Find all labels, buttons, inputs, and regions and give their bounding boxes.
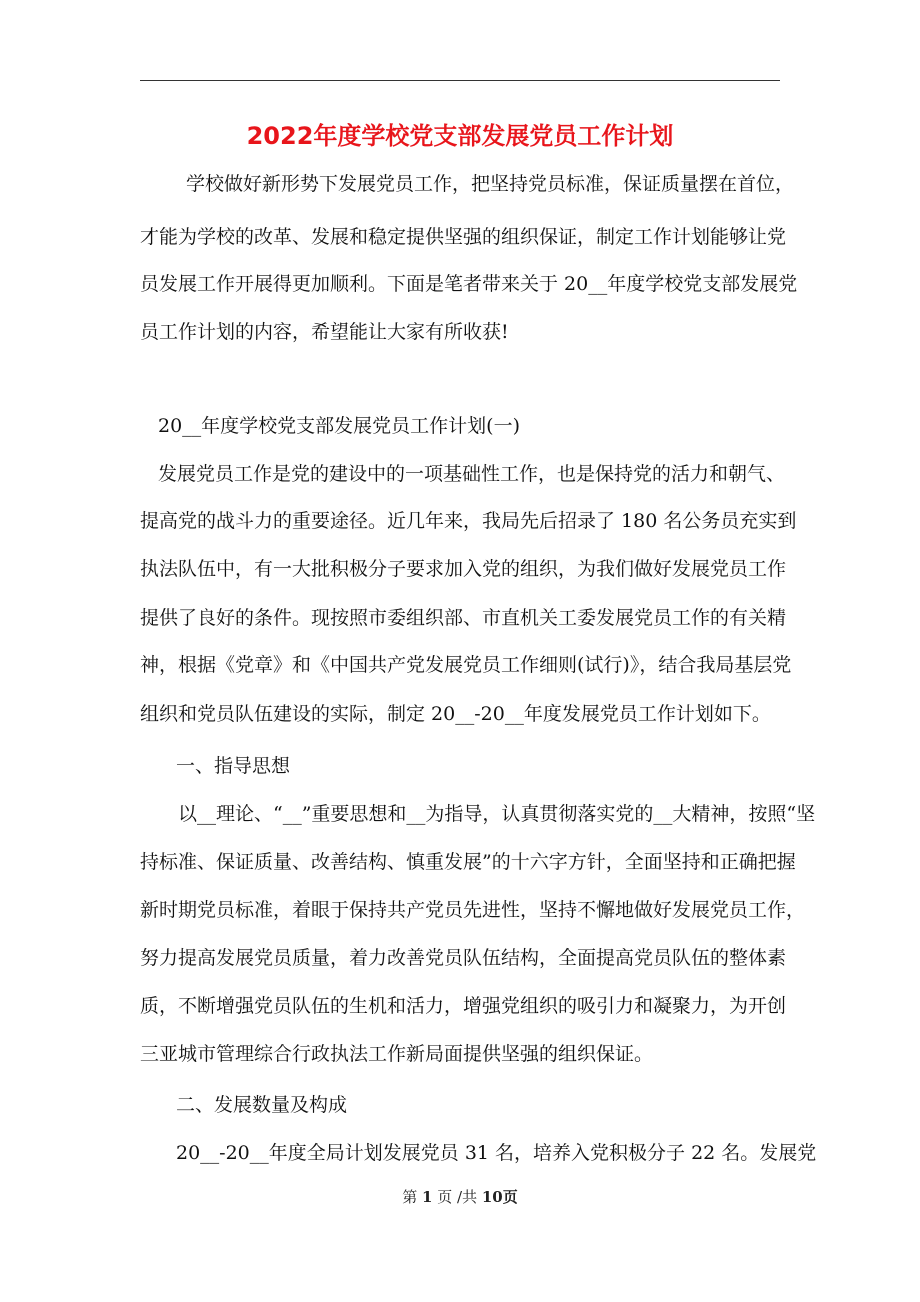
body-line: 以__理论、“__”重要思想和__为指导，认真贯彻落实党的__大精神，按照“坚 <box>178 803 816 825</box>
section-heading: 一、指导思想 <box>176 755 291 777</box>
body-line: 提高党的战斗力的重要途径。近几年来，我局先后招录了 180 名公务员充实到 <box>140 510 797 532</box>
document-title: 2022年度学校党支部发展党员工作计划 <box>246 122 674 150</box>
section-heading: 20__年度学校党支部发展党员工作计划(一) <box>158 415 521 437</box>
body-line: 学校做好新形势下发展党员工作，把坚持党员标准，保证质量摆在首位， <box>186 173 795 195</box>
body-line: 新时期党员标准，着眼于保持共产党员先进性，坚持不懈地做好发展党员工作， <box>140 899 806 921</box>
body-line: 员发展工作开展得更加顺利。下面是笔者带来关于 20__年度学校党支部发展党 <box>140 273 798 295</box>
body-line: 执法队伍中，有一大批积极分子要求加入党的组织，为我们做好发展党员工作 <box>140 558 787 580</box>
footer-total-pages: 10 <box>481 1188 503 1206</box>
body-line: 努力提高发展党员质量，着力改善党员队伍结构，全面提高党员队伍的整体素 <box>140 947 787 969</box>
footer-suffix: 页 <box>502 1188 518 1206</box>
header-rule <box>140 80 780 81</box>
body-line: 三亚城市管理综合行政执法工作新局面提供坚强的组织保证。 <box>140 1043 654 1065</box>
body-line: 20__-20__年度全局计划发展党员 31 名，培养入党积极分子 22 名。发展党 <box>176 1142 817 1164</box>
footer-prefix: 第 <box>402 1188 418 1206</box>
footer-middle: 页 /共 <box>437 1188 478 1206</box>
body-line: 组织和党员队伍建设的实际，制定 20__-20__年度发展党员工作计划如下。 <box>140 703 771 725</box>
footer-page-number: 1 <box>422 1188 433 1206</box>
body-line: 员工作计划的内容，希望能让大家有所收获! <box>140 321 509 343</box>
body-line: 提供了良好的条件。现按照市委组织部、市直机关工委发展党员工作的有关精 <box>140 607 787 629</box>
body-line: 发展党员工作是党的建设中的一项基础性工作，也是保持党的活力和朝气、 <box>158 463 786 485</box>
body-line: 质，不断增强党员队伍的生机和活力，增强党组织的吸引力和凝聚力，为开创 <box>140 995 787 1017</box>
body-line: 持标准、保证质量、改善结构、慎重发展”的十六字方针，全面坚持和正确把握 <box>140 851 796 873</box>
body-line: 才能为学校的改革、发展和稳定提供坚强的组织保证，制定工作计划能够让党 <box>140 226 787 248</box>
section-heading: 二、发展数量及构成 <box>176 1094 348 1116</box>
body-line: 神，根据《党章》和《中国共产党发展党员工作细则(试行)》，结合我局基层党 <box>140 654 792 676</box>
page-footer <box>0 1185 920 1209</box>
